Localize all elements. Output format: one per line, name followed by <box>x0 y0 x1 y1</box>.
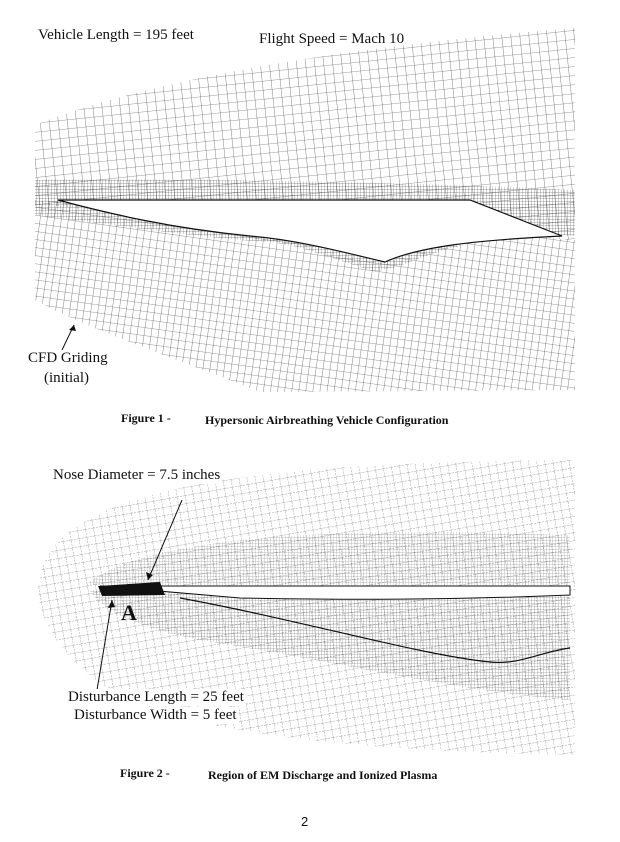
flight-speed-label: Flight Speed = Mach 10 <box>259 31 405 47</box>
cfd-initial-label: (initial) <box>44 370 89 386</box>
page-number: 2 <box>301 814 309 829</box>
figure-2-caption-text: Region of EM Discharge and Ionized Plasma <box>208 768 438 782</box>
disturbance-length-label: Disturbance Length = 25 feet <box>68 689 244 705</box>
figure-1-caption-number: Figure 1 - <box>121 411 171 425</box>
figure-2-caption-number: Figure 2 - <box>120 766 170 780</box>
nose-diameter-label: Nose Diameter = 7.5 inches <box>53 467 221 483</box>
point-a-label: A <box>121 600 137 625</box>
vehicle-length-label: Vehicle Length = 195 feet <box>38 27 194 43</box>
disturbance-width-label: Disturbance Width = 5 feet <box>74 707 237 723</box>
cfd-griding-label: CFD Griding <box>28 350 108 366</box>
figure-1-caption-text: Hypersonic Airbreathing Vehicle Configuration <box>205 413 449 427</box>
